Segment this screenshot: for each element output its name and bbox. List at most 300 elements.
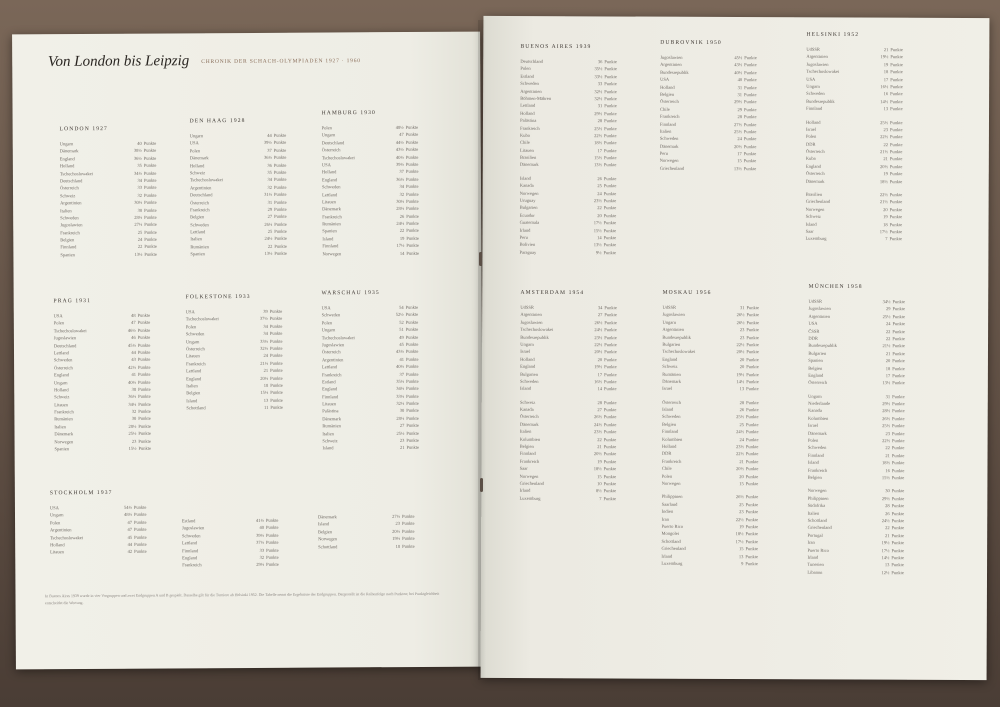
- country-name: Jugoslawien: [806, 61, 829, 67]
- score-value: 20½: [879, 163, 888, 169]
- country-name: Frankreich: [661, 458, 682, 464]
- score-value: 19½: [392, 536, 401, 542]
- country-name: Tschechoslowakei: [321, 334, 355, 340]
- country-name: Lettland: [321, 364, 337, 370]
- country-name: Israel: [806, 126, 817, 132]
- points-label: Punkte: [603, 162, 617, 168]
- country-name: Spanien: [54, 446, 69, 452]
- country-name: Belgien: [808, 365, 823, 371]
- score-value: 18½: [881, 460, 890, 466]
- country-name: Schweiz: [189, 170, 206, 176]
- country-name: Tschechoslowakei: [50, 534, 84, 540]
- country-name: Kolumbien: [808, 415, 829, 421]
- country-name: Frankreich: [190, 207, 210, 213]
- country-name: DDR: [808, 335, 818, 341]
- score-value: 18½: [593, 466, 602, 472]
- score-value: 13: [739, 386, 745, 392]
- country-name: Libanon: [807, 569, 823, 575]
- points-label: Punkte: [138, 423, 151, 429]
- score-value: 28: [597, 118, 603, 124]
- score-value: 26: [885, 510, 890, 516]
- score-value: 25½: [594, 125, 603, 131]
- country-name: Island: [322, 236, 334, 242]
- country-name: Tschechoslowakei: [185, 316, 219, 322]
- score-value: 28½: [396, 415, 405, 421]
- score-value: 41: [131, 371, 137, 377]
- points-label: Punkte: [890, 91, 903, 97]
- country-name: Dänemark: [519, 162, 539, 168]
- country-name: Österreich: [805, 148, 825, 154]
- country-name: England: [186, 375, 202, 381]
- country-name: Jugoslawien: [808, 306, 831, 312]
- country-name: Polen: [321, 125, 332, 131]
- country-name: Argentinien: [662, 326, 684, 333]
- points-label: Punkte: [744, 69, 757, 75]
- country-name: Kuba: [805, 156, 816, 162]
- points-label: Punkte: [273, 162, 287, 168]
- points-label: Punkte: [745, 538, 759, 544]
- points-label: Punkte: [891, 518, 905, 524]
- points-label: Punkte: [138, 401, 151, 407]
- country-name: Südafrika: [807, 502, 826, 508]
- country-name: Griechenland: [661, 545, 686, 551]
- results-block: [318, 498, 426, 551]
- points-label: Punkte: [745, 473, 759, 479]
- score-value: 34: [399, 183, 405, 189]
- points-label: Punkte: [265, 532, 279, 538]
- score-value: 19½: [881, 540, 890, 546]
- points-label: Punkte: [405, 139, 419, 145]
- country-name: Bundesrepublik: [662, 334, 691, 340]
- points-label: Punkte: [745, 561, 758, 567]
- country-name: Schweden: [659, 136, 679, 142]
- score-value: 32½: [260, 345, 268, 351]
- country-name: Jugoslawien: [181, 525, 205, 531]
- points-label: Punkte: [406, 242, 419, 249]
- country-name: Deutschland: [321, 139, 345, 146]
- country-name: Argentinien: [520, 312, 542, 318]
- score-value: 26: [597, 175, 602, 181]
- country-name: Frankreich: [60, 229, 80, 236]
- score-value: 25: [137, 229, 143, 235]
- points-label: Punkte: [406, 445, 420, 451]
- points-label: Punkte: [892, 423, 905, 429]
- country-name: Schweden: [806, 91, 825, 97]
- points-label: Punkte: [266, 547, 279, 553]
- country-name: Bundesrepublik: [806, 98, 835, 104]
- points-label: Punkte: [143, 140, 157, 146]
- points-label: Punkte: [745, 501, 759, 507]
- country-name: Saar: [805, 228, 814, 234]
- points-label: Punkte: [745, 531, 759, 537]
- points-label: Punkte: [890, 127, 903, 133]
- points-label: Punkte: [744, 77, 757, 83]
- points-label: Punkte: [745, 553, 758, 559]
- results-block: [806, 32, 915, 243]
- country-name: Brasilien: [805, 191, 823, 197]
- country-name: Luxemburg: [805, 236, 827, 242]
- score-value: 36½: [263, 155, 272, 161]
- country-name: Tschechoslowakei: [189, 177, 223, 183]
- points-label: Punkte: [603, 436, 617, 442]
- score-value: 31: [737, 92, 743, 98]
- country-name: Guatemala: [519, 219, 540, 226]
- points-label: Punkte: [892, 393, 905, 399]
- points-label: Punkte: [134, 526, 147, 532]
- points-label: Punkte: [891, 525, 905, 531]
- points-label: Punkte: [745, 509, 759, 515]
- points-label: Punkte: [269, 345, 283, 351]
- result-row: [318, 542, 426, 550]
- points-label: Punkte: [603, 242, 617, 248]
- score-value: 21½: [880, 149, 888, 155]
- score-value: 54: [399, 304, 404, 310]
- country-name: USA: [189, 140, 199, 146]
- country-name: Spanien: [808, 357, 823, 363]
- country-name: UdSSR: [806, 46, 820, 52]
- country-name: Kanada: [519, 406, 534, 412]
- points-label: Punkte: [889, 206, 903, 212]
- olympiad-heading: WARSCHAU 1935: [321, 289, 380, 297]
- score-value: 7: [885, 236, 888, 242]
- score-value: 22½: [736, 342, 745, 348]
- points-label: Punkte: [891, 532, 905, 538]
- country-name: Frankreich: [322, 213, 342, 220]
- points-label: Punkte: [892, 365, 905, 371]
- points-label: Punkte: [405, 312, 419, 318]
- score-value: 25½: [882, 313, 891, 319]
- points-label: Punkte: [144, 229, 157, 235]
- country-name: Frankreich: [807, 467, 828, 473]
- score-value: 29½: [882, 401, 891, 407]
- score-value: 42: [127, 549, 133, 555]
- points-label: Punkte: [889, 229, 903, 235]
- score-value: 20: [885, 358, 891, 364]
- score-value: 43½: [395, 147, 404, 153]
- points-label: Punkte: [746, 312, 760, 318]
- score-value: 31: [737, 84, 743, 90]
- points-label: Punkte: [405, 169, 419, 175]
- score-value: 20½: [260, 375, 269, 381]
- points-label: Punkte: [137, 357, 151, 363]
- score-value: 15: [739, 481, 744, 487]
- country-name: Österreich: [185, 346, 205, 352]
- country-name: Holland: [661, 443, 677, 449]
- points-label: Punkte: [137, 364, 151, 370]
- score-value: 33: [137, 185, 142, 191]
- country-name: Bundesrepublik: [660, 69, 689, 75]
- score-value: 30: [137, 207, 143, 213]
- points-label: Punkte: [891, 460, 905, 466]
- points-label: Punkte: [891, 452, 905, 458]
- points-label: Punkte: [746, 356, 759, 362]
- country-name: Litauen: [186, 353, 200, 359]
- country-name: Schweden: [181, 532, 201, 539]
- score-value: 29: [886, 306, 891, 312]
- score-value: 22½: [735, 516, 744, 522]
- score-value: 48½: [395, 124, 404, 130]
- points-label: Punkte: [603, 155, 617, 161]
- country-name: Belgien: [660, 91, 675, 97]
- score-value: 35: [137, 163, 142, 169]
- results-block: [190, 118, 299, 258]
- score-value: 18: [883, 221, 888, 227]
- score-value: 22: [137, 244, 143, 250]
- score-value: 17: [883, 76, 889, 82]
- country-name: Frankreich: [54, 409, 74, 415]
- points-label: Punkte: [406, 437, 419, 443]
- score-value: 30½: [396, 198, 405, 204]
- points-label: Punkte: [265, 525, 279, 531]
- score-value: 28: [885, 503, 890, 509]
- points-label: Punkte: [604, 371, 617, 377]
- score-value: 46: [131, 335, 136, 341]
- score-value: 26: [399, 213, 405, 219]
- score-value: 15½: [593, 227, 602, 233]
- points-label: Punkte: [138, 416, 151, 422]
- country-name: Holland: [321, 169, 337, 175]
- points-label: Punkte: [890, 106, 903, 112]
- score-value: 14: [597, 386, 603, 392]
- country-name: Schweiz: [60, 192, 76, 199]
- country-name: Frankreich: [182, 562, 202, 568]
- points-label: Punkte: [744, 55, 757, 61]
- country-name: UdSSR: [520, 304, 534, 310]
- result-row: [806, 177, 914, 185]
- country-name: Belgien: [60, 237, 75, 243]
- country-name: Jugoslawien: [321, 342, 345, 348]
- score-value: 24½: [736, 429, 744, 435]
- score-value: 21½: [260, 360, 269, 366]
- score-value: 20½: [735, 466, 744, 472]
- country-name: Argentinien: [189, 184, 212, 191]
- score-value: 21: [885, 532, 890, 538]
- country-name: Schweiz: [54, 394, 70, 400]
- points-label: Punkte: [269, 316, 283, 322]
- country-name: Lettland: [53, 350, 69, 356]
- country-name: Dänemark: [317, 514, 337, 520]
- points-label: Punkte: [746, 349, 759, 355]
- country-name: Ecuador: [519, 212, 535, 218]
- score-value: 17½: [881, 547, 890, 553]
- score-value: 21: [399, 445, 405, 451]
- binding-thread-bottom: [480, 478, 483, 492]
- country-name: Dänemark: [59, 148, 79, 154]
- score-value: 45: [127, 534, 133, 540]
- results-block: [186, 294, 295, 412]
- points-label: Punkte: [405, 124, 419, 130]
- points-label: Punkte: [144, 214, 157, 220]
- points-label: Punkte: [270, 397, 283, 403]
- country-name: Kuba: [520, 132, 530, 138]
- score-value: 24½: [881, 518, 890, 524]
- score-value: 27½: [134, 222, 143, 228]
- score-value: 25½: [736, 414, 745, 420]
- points-label: Punkte: [273, 140, 287, 146]
- score-value: 24½: [593, 421, 602, 427]
- points-label: Punkte: [746, 421, 759, 428]
- points-label: Punkte: [270, 404, 283, 410]
- score-value: 18: [885, 365, 891, 371]
- points-label: Punkte: [133, 519, 147, 525]
- country-name: Puerto Rico: [807, 547, 829, 553]
- country-name: Frankreich: [322, 371, 342, 377]
- country-name: Chile: [661, 465, 672, 472]
- points-label: Punkte: [604, 73, 617, 79]
- points-label: Punkte: [745, 524, 759, 530]
- points-label: Punkte: [405, 154, 419, 160]
- points-label: Punkte: [603, 227, 617, 233]
- points-label: Punkte: [743, 129, 757, 135]
- score-value: 48: [131, 312, 136, 318]
- points-label: Punkte: [405, 356, 419, 362]
- score-value: 24: [137, 236, 143, 242]
- title-main: Von London bis Leipzig: [47, 53, 190, 70]
- points-label: Punkte: [406, 408, 419, 414]
- score-value: 19: [883, 61, 889, 67]
- country-name: Rumänien: [322, 221, 341, 227]
- country-name: Holland: [806, 119, 821, 125]
- score-value: 14½: [880, 98, 889, 104]
- country-name: Spanien: [190, 251, 205, 257]
- points-label: Punkte: [604, 364, 617, 370]
- score-value: 16½: [880, 84, 889, 90]
- country-name: Griechenland: [659, 165, 684, 171]
- score-value: 18½: [594, 140, 603, 146]
- country-name: Jugoslawien: [53, 335, 77, 341]
- score-value: 20½: [392, 528, 401, 534]
- score-value: 34: [263, 331, 268, 337]
- score-value: 54½: [124, 504, 132, 510]
- country-name: Spanien: [60, 252, 75, 258]
- score-value: 17½: [879, 229, 888, 235]
- score-value: 21: [885, 350, 891, 356]
- points-label: Punkte: [744, 84, 757, 90]
- country-name: Palästina: [520, 117, 537, 123]
- score-value: 40½: [396, 363, 404, 370]
- points-label: Punkte: [745, 466, 759, 472]
- country-name: Finnland: [659, 121, 676, 127]
- country-name: Holland: [660, 84, 675, 90]
- points-label: Punkte: [891, 488, 905, 494]
- points-label: Punkte: [406, 183, 419, 189]
- olympiad-heading: AMSTERDAM 1954: [520, 289, 585, 297]
- country-name: Holland: [50, 542, 65, 548]
- points-label: Punkte: [133, 512, 147, 518]
- country-name: Österreich: [321, 147, 341, 153]
- score-value: 23: [739, 509, 744, 515]
- score-value: 23: [399, 437, 405, 443]
- country-name: England: [59, 156, 75, 162]
- points-label: Punkte: [402, 535, 415, 541]
- score-value: 29½: [594, 110, 603, 116]
- score-value: 49: [399, 334, 404, 340]
- points-label: Punkte: [138, 430, 151, 437]
- score-value: 22½: [736, 451, 744, 457]
- result-row: [520, 161, 628, 169]
- score-value: 19½: [594, 364, 603, 370]
- score-value: 17: [597, 147, 603, 153]
- score-value: 25½: [880, 119, 889, 125]
- olympiad-heading: LONDON 1927: [59, 126, 108, 133]
- score-value: 45½: [127, 342, 136, 348]
- country-name: England: [520, 363, 536, 369]
- score-value: 13½: [593, 242, 602, 248]
- score-value: 26½: [736, 319, 745, 325]
- score-value: 22: [885, 525, 890, 531]
- points-label: Punkte: [270, 367, 283, 373]
- country-name: Ungarn: [806, 83, 820, 89]
- points-label: Punkte: [604, 110, 617, 116]
- points-label: Punkte: [265, 517, 279, 523]
- country-name: Frankreich: [519, 458, 540, 464]
- country-name: Ungarn: [321, 327, 336, 333]
- points-label: Punkte: [743, 114, 757, 120]
- country-name: Schottland: [318, 543, 338, 549]
- points-label: Punkte: [273, 147, 287, 153]
- score-value: 37½: [259, 316, 268, 322]
- score-value: 28½: [882, 408, 891, 414]
- score-value: 40: [737, 77, 743, 83]
- country-name: Argentinien: [50, 527, 72, 533]
- score-value: 26½: [882, 415, 891, 421]
- points-label: Punkte: [603, 220, 617, 226]
- score-value: 9½: [595, 249, 602, 255]
- country-name: Italien: [322, 430, 334, 436]
- points-label: Punkte: [274, 243, 287, 249]
- country-name: Polen: [661, 473, 673, 479]
- result-row: [54, 445, 162, 453]
- points-label: Punkte: [603, 399, 617, 405]
- country-name: Belgien: [519, 443, 534, 449]
- score-value: 31: [740, 305, 745, 311]
- country-name: Argentinien: [660, 62, 682, 68]
- score-value: 44: [131, 349, 136, 355]
- points-label: Punkte: [746, 414, 759, 420]
- score-value: 19½: [736, 371, 745, 377]
- country-name: Norwegen: [805, 206, 825, 212]
- score-value: 27: [597, 312, 603, 318]
- score-value: 28½: [134, 214, 143, 220]
- score-value: 25: [597, 183, 602, 189]
- country-name: Tschechoslowakei: [520, 326, 554, 333]
- score-value: 24: [597, 190, 602, 196]
- points-label: Punkte: [603, 444, 617, 450]
- score-value: 47: [127, 527, 133, 533]
- points-label: Punkte: [745, 546, 759, 552]
- points-label: Punkte: [406, 228, 419, 234]
- binding-thread-top: [479, 252, 482, 266]
- score-value: 20: [739, 356, 745, 362]
- results-block: [520, 290, 629, 503]
- country-name: Griechenland: [807, 525, 832, 531]
- score-value: 18½: [735, 531, 744, 537]
- country-name: Island: [322, 445, 334, 451]
- score-value: 32: [137, 192, 143, 198]
- points-label: Punkte: [273, 169, 287, 175]
- points-label: Punkte: [745, 429, 759, 435]
- score-value: 28½: [128, 423, 137, 429]
- score-value: 22½: [880, 134, 889, 140]
- country-name: Dänemark: [54, 431, 74, 437]
- country-name: Finnland: [806, 105, 823, 111]
- country-name: Kanada: [808, 408, 822, 414]
- points-label: Punkte: [273, 177, 287, 183]
- score-value: 35½: [594, 66, 603, 72]
- score-value: 41: [399, 356, 404, 362]
- points-label: Punkte: [144, 199, 157, 205]
- score-value: 14½: [736, 378, 745, 385]
